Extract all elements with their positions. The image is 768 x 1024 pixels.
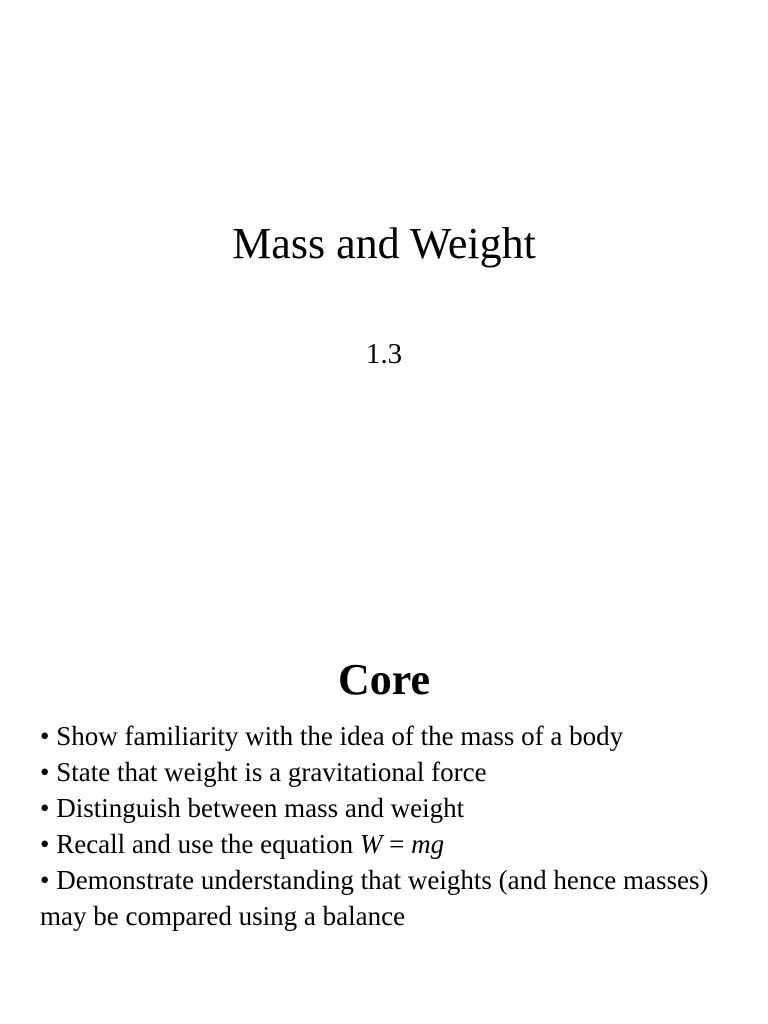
bullet-item (40, 718, 740, 754)
bullet-item (40, 826, 740, 862)
bullet-text: Distinguish between mass and weight (56, 793, 465, 823)
bullet-item (40, 754, 740, 790)
bullet-item (40, 862, 740, 934)
bullet-text: Demonstrate understanding that weights (and hence masses) may be compared using a balance (40, 865, 709, 931)
bullet-icon: • (40, 829, 50, 859)
equation-rhs: mg (411, 829, 445, 859)
bullet-icon: • (40, 757, 50, 787)
core-slide (0, 512, 768, 1024)
bullet-text: Recall and use the equation (56, 829, 354, 859)
equation-lhs: W (359, 829, 383, 859)
bullet-text: Show familiarity with the idea of the mass of a body (56, 721, 624, 751)
bullet-text: State that weight is a gravitational force (56, 757, 487, 787)
core-heading: Core (337, 655, 431, 704)
section-number: 1.3 (365, 338, 403, 370)
bullet-icon: • (40, 721, 50, 751)
core-bullet-list (40, 718, 740, 934)
bullet-item (40, 790, 740, 826)
equation-equals: = (389, 829, 405, 859)
slide-title: Mass and Weight (232, 219, 536, 268)
bullet-icon: • (40, 865, 50, 895)
bullet-icon: • (40, 793, 50, 823)
